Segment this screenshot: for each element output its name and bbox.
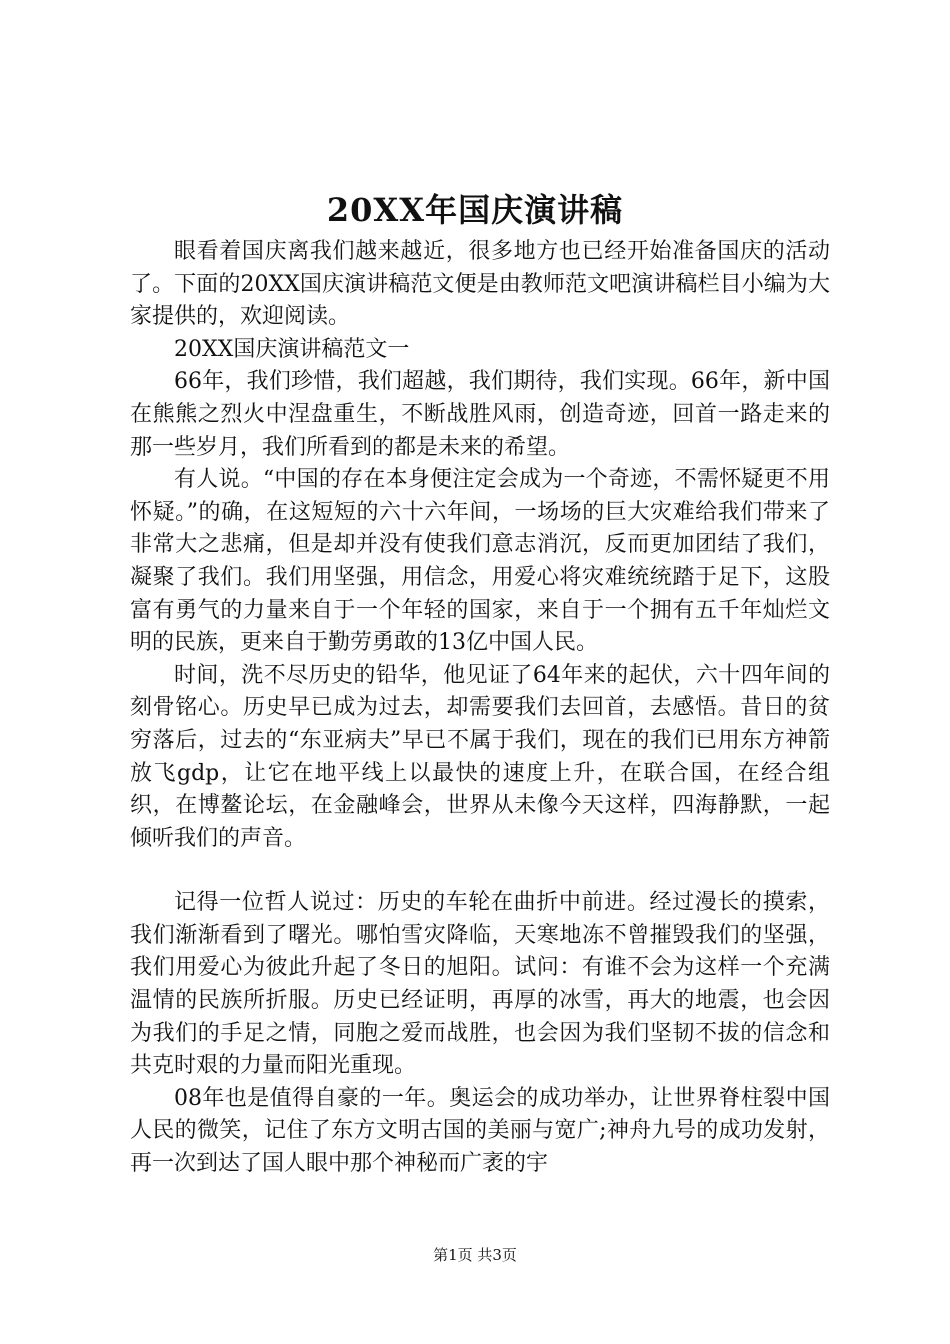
paragraph-intro: 眼看着国庆离我们越来越近，很多地方也已经开始准备国庆的活动了。下面的20XX国庆演讲稿范文便是由教师范文吧演讲稿栏目小编为大家提供的，欢迎阅读。: [130, 239, 830, 330]
document-title: 20XX年国庆演讲稿: [326, 191, 624, 229]
document-body: [130, 236, 830, 1181]
paragraph-philosopher: 记得一位哲人说过：历史的车轮在曲折中前进。经过漫长的摸索，我们渐渐看到了曙光。哪怕雪灾降临，天寒地冻不曾摧毁我们的坚强，我们用爱心为彼此升起了冬日的旭阳。试问：有谁不会为这样一个充满温情的民族所折服。历史已经证明，再厚的冰雪，再大的地震，也会因为我们的手足之情，同胞之爱而战胜，也会因为我们坚韧不拔的信念和共克时艰的力量而阳光重现。: [130, 890, 830, 1079]
paragraph-66-years: 66年，我们珍惜，我们超越，我们期待，我们实现。66年，新中国在熊熊之烈火中涅盘重生，不断战胜风雨，创造奇迹，回首一路走来的那一些岁月，我们所看到的都是未来的希望。: [130, 369, 830, 460]
paragraph-section-heading: 20XX国庆演讲稿范文一: [174, 336, 410, 362]
paragraph-08-year: 08年也是值得自豪的一年。奥运会的成功举办，让世界脊柱裂中国人民的微笑，记住了东方文明古国的美丽与宽广;神舟九号的成功发射，再一次到达了国人眼中那个神秘而广袤的宇: [130, 1085, 830, 1177]
paragraph-someone-said: 有人说。“中国的存在本身便注定会成为一个奇迹，不需怀疑更不用怀疑。”的确，在这短短的六十六年间，一场场的巨大灾难给我们带来了非常大之悲痛，但是却并没有使我们意志消沉，反而更加团结了我们，凝聚了我们。我们用坚强，用信念，用爱心将灾难统统踏于足下，这股富有勇气的力量来自于一个年轻的国家，来自于一个拥有五千年灿烂文明的民族，更来自于勤劳勇敢的13亿中国人民。: [130, 467, 830, 656]
page-footer: 第1页 共3页: [433, 1246, 517, 1264]
paragraph-time: 时间，洗不尽历史的铅华，他见证了64年来的起伏，六十四年间的刻骨铭心。历史早已成为过去，却需要我们去回首，去感悟。昔日的贫穷落后，过去的“东亚病夫”早已不属于我们，现在的我们已用东方神箭放飞gdp，让它在地平线上以最快的速度上升，在联合国，在经合组织，在博鳌论坛，在金融峰会，世界从未像今天这样，四海静默，一起倾听我们的声音。: [130, 662, 830, 851]
